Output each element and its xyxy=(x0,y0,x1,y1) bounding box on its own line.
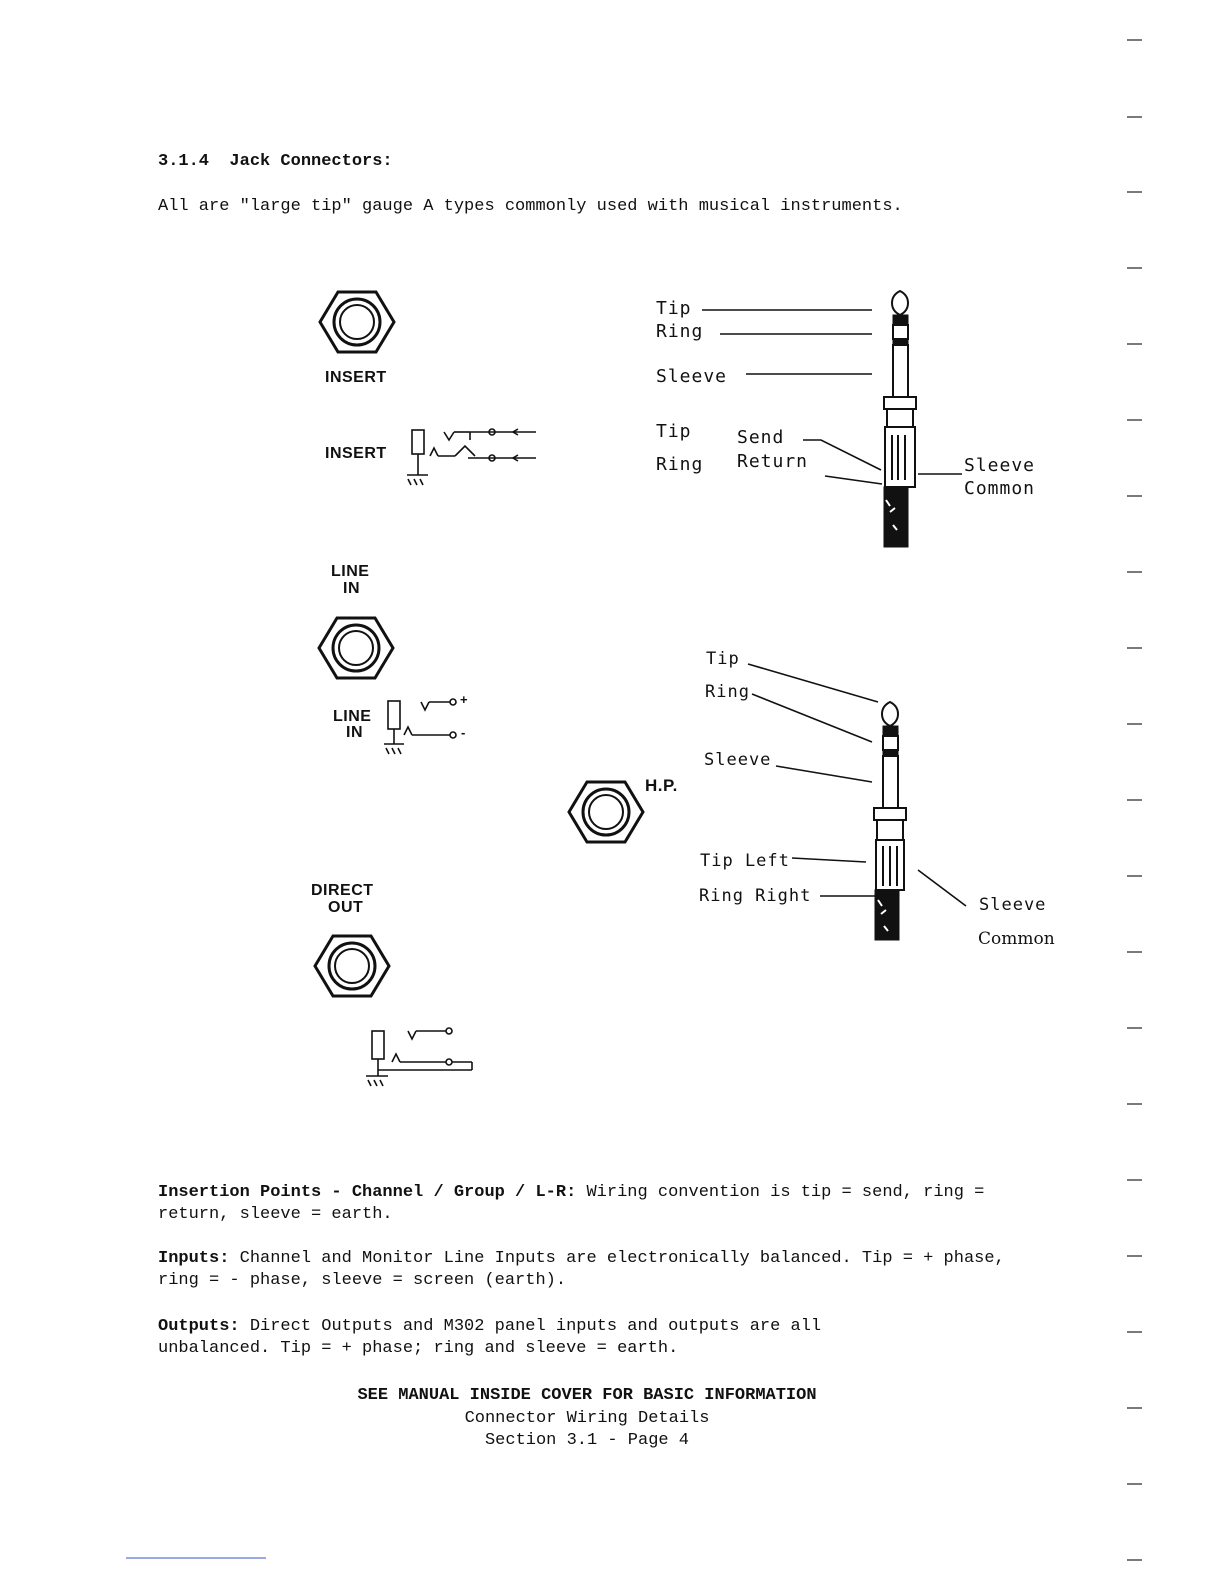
footer-line-1: SEE MANUAL INSIDE COVER FOR BASIC INFORMATION xyxy=(357,1386,817,1405)
hp-plug-common: Common xyxy=(978,929,1055,949)
insert-plug-ring: Ring xyxy=(656,321,704,342)
insert-plug-icon xyxy=(884,291,916,547)
direct-out-jack-icon xyxy=(315,936,389,996)
insert-plug-ring2: Ring xyxy=(656,454,704,475)
outputs-label: Outputs: xyxy=(158,1317,240,1336)
line-in-jack-icon xyxy=(319,618,393,678)
hp-label: H.P. xyxy=(645,776,678,795)
line-in-label-bottom: IN xyxy=(343,580,360,597)
direct-out-schematic xyxy=(366,1028,472,1086)
hp-plug-sleeve2: Sleeve xyxy=(979,895,1047,915)
direct-out-label-bottom: OUT xyxy=(328,899,364,916)
outputs-text: Direct Outputs and M302 panel inputs and outputs are all unbalanced. Tip = + phase; ring and sleeve = earth. xyxy=(158,1317,822,1358)
insert-plug-tip2: Tip xyxy=(656,421,692,442)
footer-line-3: Section 3.1 - Page 4 xyxy=(484,1431,690,1450)
hp-plug-icon xyxy=(874,702,906,940)
insertion-paragraph xyxy=(158,1182,1038,1226)
insert-label: INSERT xyxy=(325,369,387,386)
insert-schematic-label: INSERT xyxy=(325,445,387,462)
line-in-schematic-label-top: LINE xyxy=(333,708,372,725)
footer-line-2: Connector Wiring Details xyxy=(464,1409,710,1428)
hp-plug-ring: Ring xyxy=(705,682,750,702)
insert-jack-icon xyxy=(320,292,394,352)
insert-plug-common: Common xyxy=(964,478,1036,499)
insert-plug-sleeve2: Sleeve xyxy=(964,455,1036,476)
margin-marks xyxy=(1127,40,1142,1560)
insert-plug-send: Send xyxy=(737,427,785,448)
insert-plug-return: Return xyxy=(737,451,809,472)
section-intro: All are "large tip" gauge A types commonly used with musical instruments. xyxy=(158,197,903,216)
line-in-plus: + xyxy=(460,692,469,707)
line-in-schematic-label-bottom: IN xyxy=(346,724,363,741)
hp-plug-tip: Tip xyxy=(706,649,740,669)
line-in-schematic xyxy=(384,699,456,754)
insertion-label: Insertion Points - Channel / Group / L-R: xyxy=(158,1183,577,1202)
hp-jack-icon xyxy=(569,782,643,842)
inputs-text: Channel and Monitor Line Inputs are electronically balanced. Tip = + phase, ring = - phase, sleeve = screen (earth). xyxy=(158,1249,1005,1290)
insertion-text: Wiring convention is tip = send, ring = return, sleeve = earth. xyxy=(158,1183,985,1224)
line-in-label-top: LINE xyxy=(331,563,370,580)
hp-plug-tip-left: Tip Left xyxy=(700,851,790,871)
inputs-paragraph xyxy=(158,1248,1038,1292)
section-heading: 3.1.4 Jack Connectors: xyxy=(158,152,393,171)
direct-out-label-top: DIRECT xyxy=(311,882,374,899)
insert-plug-sleeve: Sleeve xyxy=(656,366,728,387)
hp-plug-ring-right: Ring Right xyxy=(699,886,812,906)
insert-schematic xyxy=(407,429,536,485)
insert-plug-tip: Tip xyxy=(656,298,692,319)
inputs-label: Inputs: xyxy=(158,1249,230,1268)
line-in-minus: - xyxy=(461,725,466,740)
hp-plug-sleeve: Sleeve xyxy=(704,750,772,770)
outputs-paragraph xyxy=(158,1316,918,1360)
